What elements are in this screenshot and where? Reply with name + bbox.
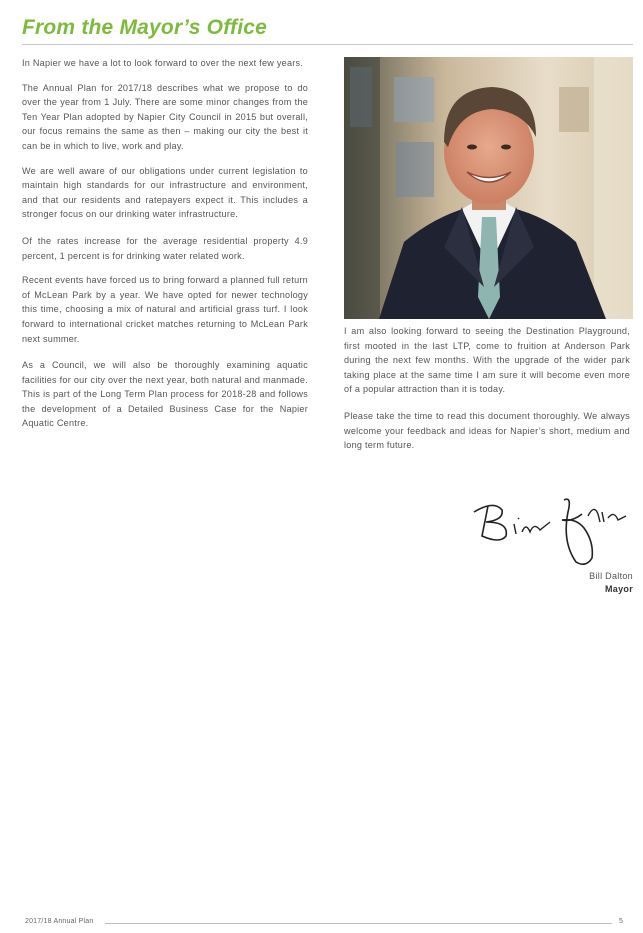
signatory-role: Mayor [604, 584, 633, 594]
signatory-name: Bill Dalton [589, 571, 633, 581]
paragraph: Recent events have forced us to bring forward a planned full return of McLean Park by a year. We have opted for newer technology this time, choosing a mix of natural and artificial grass turf. I look forward to international cricket matches returning to McLean Park next summer. [22, 275, 308, 344]
paragraph: In Napier we have a lot to look forward to over the next few years. [22, 58, 304, 68]
page-number: 5 [619, 918, 623, 925]
left-text-column [22, 56, 308, 441]
paragraph: Of the rates increase for the average residential property 4.9 percent, 1 percent is for drinking water related work. [22, 235, 308, 261]
right-text-column [344, 324, 630, 463]
paragraph: As a Council, we will also be thoroughly examining aquatic facilities for our city over the next year, both natural and manmade. This is part of the Long Term Plan process for 2018-28 and follows the development of a Detailed Business Case for the Napier Aquatic Centre. [22, 360, 308, 429]
footer-divider [105, 923, 612, 924]
paragraph: I am also looking forward to seeing the Destination Playground, first mooted in the last LTP, come to fruition at Anderson Park during the next few months. With the upgrade of the wider park taking place at the same time I am sure it will become even more of a popular attraction than it is today. [344, 326, 630, 395]
page-title: From the Mayor’s Office [22, 16, 268, 39]
paragraph: The Annual Plan for 2017/18 describes what we propose to do over the year from 1 July. There are some minor changes from the Ten Year Plan adopted by Napier City Council in 2015 but overall, our focus remains the same as then – making our city the best it can be in which to live, work and play. [22, 82, 308, 151]
footer-document-title: 2017/18 Annual Plan [25, 918, 94, 925]
mayor-signature [464, 492, 634, 570]
title-divider [22, 44, 633, 45]
paragraph: We are well aware of our obligations under current legislation to maintain high standards for our infrastructure and environment, and that our residents and ratepayers expect it. This includes a stronger focus on our drinking water infrastructure. [22, 165, 308, 220]
mayor-portrait-photo [344, 57, 633, 319]
paragraph: Please take the time to read this document thoroughly. We always welcome your feedback and ideas for Napier’s short, medium and long term future. [344, 410, 630, 451]
